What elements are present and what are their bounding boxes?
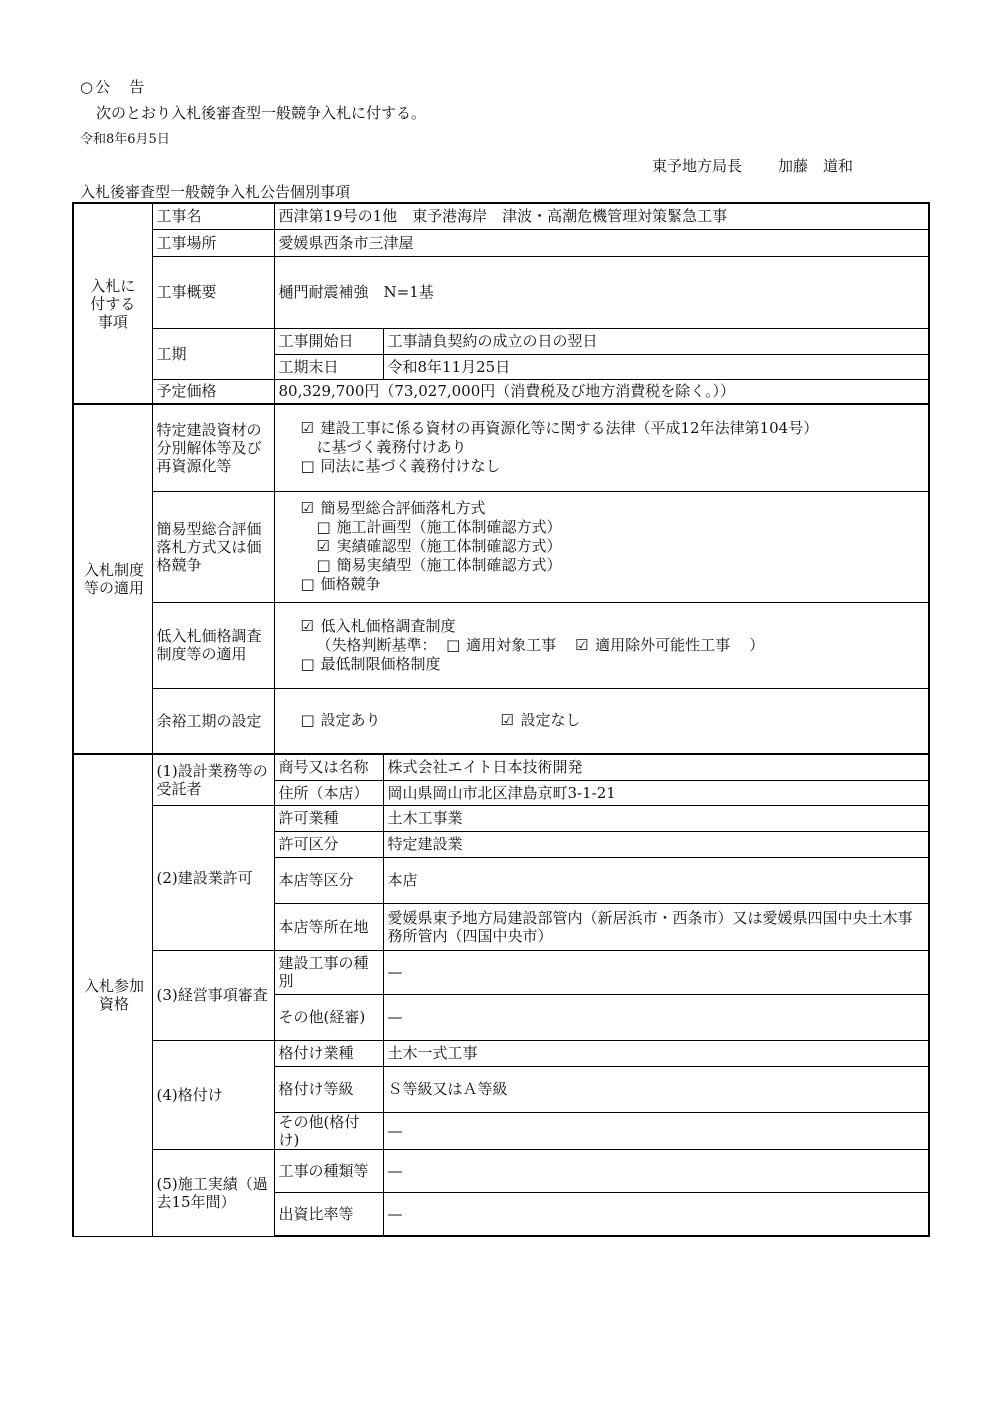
label-license-type: 許可業種 [274,805,383,831]
label-review-other: その他(経審) [274,994,383,1040]
value-planned-price: 80,329,700円（73,027,000円（消費税及び地方消費税を除く。）） [274,379,929,404]
table-caption: 入札後審査型一般競争入札公告個別事項 [80,183,351,201]
label-rating-other: その他(格付け) [274,1112,383,1149]
label-office-location: 本店等所在地 [274,903,383,950]
value-investment-ratio: — [383,1192,929,1236]
label-office-type: 本店等区分 [274,857,383,903]
checkbox-spare-yes: □ [300,711,315,730]
notice-body: 次のとおり入札後審査型一般競争入札に付する。 [96,104,427,122]
section-system: 入札制度等の適用 [73,404,152,754]
value-construction-place: 愛媛県西条市三津屋 [274,229,929,256]
section-qualification: 入札参加資格 [73,754,152,1236]
label-spare-period: 余裕工期の設定 [152,688,274,754]
notice-heading: ○公 告 [80,78,147,96]
label-recycling: 特定建設資材の分別解体等及び再資源化等 [152,404,274,491]
checkbox-simple-evaluation: ☑ [300,499,314,517]
checkbox-low-bid-survey: ☑ [300,616,314,635]
checkbox-track-record-type: ☑ [316,537,330,555]
label-rating: (4)格付け [152,1040,274,1149]
value-company-address: 岡山県岡山市北区津島京町3-1-21 [383,780,929,805]
label-rating-grade: 格付け等級 [274,1066,383,1112]
value-license-type: 土木工事業 [383,805,929,831]
value-work-kind: — [383,950,929,994]
label-investment-ratio: 出資比率等 [274,1192,383,1236]
value-recycling: ☑ 建設工事に係る資材の再資源化等に関する法律（平成12年法律第104号） に基づく義務付けあり □ 同法に基づく義務付けなし [274,404,929,491]
issuer-title: 東予地方局長 [652,157,743,175]
value-office-location: 愛媛県東予地方局建設部管内（新居浜市・西条市）又は愛媛県四国中央土木事務所管内（四国中央市） [383,903,929,950]
value-low-bid: ☑ 低入札価格調査制度 （失格判断基準： □ 適用対象工事 ☑ 適用除外可能性工事 ） □ 最低制限価格制度 [274,602,929,688]
label-construction-place: 工事場所 [152,229,274,256]
value-evaluation-method: ☑ 簡易型総合評価落札方式 □ 施工計画型（施工体制確認方式） ☑ 実績確認型（施工体制確認方式） □ 簡易実績型（施工体制確認方式） □ 価格競争 [274,491,929,602]
value-construction-summary: 樋門耐震補強 N=1基 [274,256,929,328]
label-track-record: (5)施工実績（過去15年間） [152,1149,274,1236]
label-work-category: 工事の種類等 [274,1149,383,1192]
label-rating-type: 格付け業種 [274,1040,383,1066]
value-rating-grade: Ｓ等級又はＡ等級 [383,1066,929,1112]
label-license-class: 許可区分 [274,831,383,857]
notice-date: 令和8年6月5日 [80,132,170,147]
value-license-class: 特定建設業 [383,831,929,857]
label-construction-name: 工事名 [152,203,274,229]
value-review-other: — [383,994,929,1040]
label-construction-period: 工期 [152,328,274,379]
checkbox-recycling-required: ☑ [300,419,314,438]
checkbox-exempt-work: ☑ [575,635,589,654]
checkbox-recycling-not-required: □ [300,457,315,476]
value-office-type: 本店 [383,857,929,903]
checkbox-price-competition: □ [300,575,315,593]
label-evaluation-method: 簡易型総合評価落札方式又は価格競争 [152,491,274,602]
label-start-date: 工事開始日 [274,328,383,354]
label-planned-price: 予定価格 [152,379,274,404]
value-company-name: 株式会社エイト日本技術開発 [383,754,929,780]
label-business-review: (3)経営事項審査 [152,950,274,1040]
label-low-bid: 低入札価格調査制度等の適用 [152,602,274,688]
label-end-date: 工期末日 [274,354,383,379]
checkbox-applicable-work: □ [446,635,461,654]
label-construction-license: (2)建設業許可 [152,805,274,950]
value-spare-period: □ 設定あり ☑ 設定なし [274,688,929,754]
label-design-contractor: (1)設計業務等の受託者 [152,754,274,805]
value-start-date: 工事請負契約の成立の日の翌日 [383,328,929,354]
issuer-name: 加藤 道和 [778,157,854,175]
issuer [652,155,853,176]
section-bid-matters: 入札に付する事項 [73,203,152,404]
value-construction-name: 西津第19号の1他 東予港海岸 津波・高潮危機管理対策緊急工事 [274,203,929,229]
value-end-date: 令和8年11月25日 [383,354,929,379]
label-company-address: 住所（本店） [274,780,383,805]
label-work-kind: 建設工事の種別 [274,950,383,994]
value-work-category: — [383,1149,929,1192]
checkbox-minimum-price: □ [300,654,315,673]
value-rating-other: — [383,1112,929,1149]
checkbox-simple-record-type: □ [316,556,331,574]
label-company-name: 商号又は名称 [274,754,383,780]
value-rating-type: 土木一式工事 [383,1040,929,1066]
checkbox-spare-no: ☑ [500,711,514,730]
checkbox-construction-plan-type: □ [316,518,331,536]
label-construction-summary: 工事概要 [152,256,274,328]
notice-table [72,202,930,1237]
